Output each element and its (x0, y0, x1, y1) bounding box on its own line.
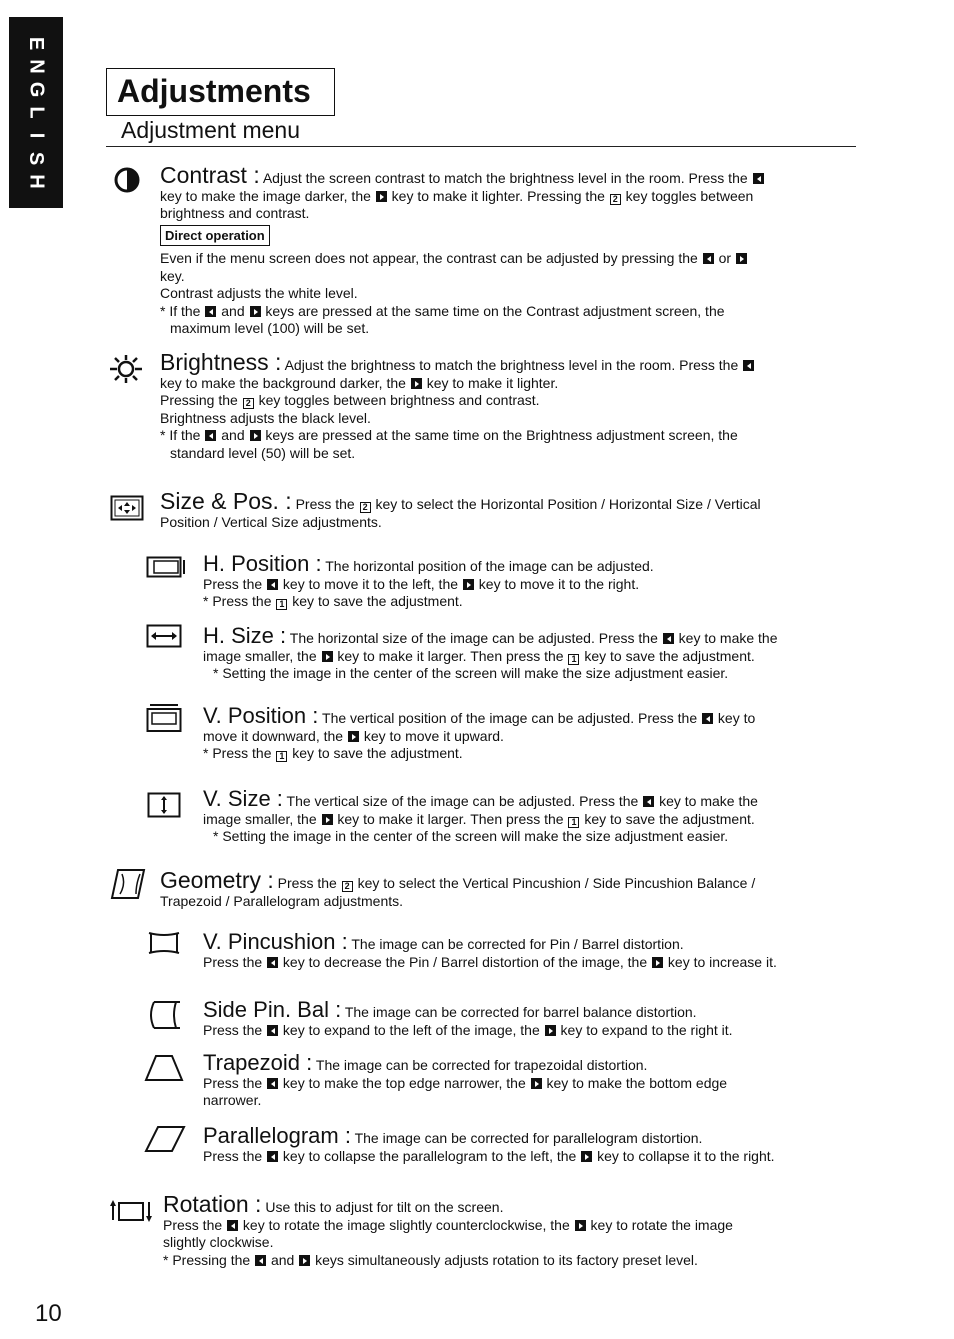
text-line (203, 811, 863, 829)
direct-operation-label: Direct operation (160, 225, 270, 247)
brightness-icon (108, 354, 144, 384)
text-run: H. Position : (203, 551, 322, 576)
text-line (160, 427, 850, 445)
text-line: Position / Vertical Size adjustments. (160, 513, 382, 530)
text-line: standard level (50) will be set. (170, 444, 356, 461)
page-title: Adjustments (106, 68, 335, 116)
text-line (160, 392, 850, 410)
right-key-icon (545, 1025, 556, 1036)
v-pincushion-section (203, 929, 863, 971)
text-run: Press the (203, 1021, 263, 1038)
text-line: key. (160, 267, 185, 284)
rotation-icon (108, 1198, 154, 1224)
text-run: key to (717, 710, 756, 726)
geometry-icon (110, 866, 148, 902)
text-run: Geometry : (160, 867, 274, 893)
text-line: slightly clockwise. (163, 1234, 274, 1250)
text-line: Trapezoid / Parallelogram adjustments. (160, 892, 404, 909)
left-key-icon (702, 713, 713, 724)
text-run: keys are pressed at the same time on the Brightness adjustment screen, the (265, 427, 738, 443)
text-run: Rotation : (163, 1191, 262, 1217)
left-key-icon (267, 1151, 278, 1162)
text-run: key to make the top edge narrower, the (282, 1074, 526, 1091)
text-run: key to make the (678, 630, 778, 646)
text-run: Adjust the screen contrast to match the brightness level in the room. Press the (262, 170, 748, 186)
left-key-icon (205, 430, 216, 441)
right-key-icon (250, 306, 261, 317)
rotation-section (163, 1191, 853, 1269)
parallelogram-icon (144, 1125, 186, 1153)
text-run: Press the (203, 575, 263, 592)
contrast-section (160, 162, 850, 338)
text-run: Contrast : (160, 162, 260, 188)
text-run: key to save the adjustment. (584, 647, 755, 664)
tab-letter: I (25, 132, 48, 139)
key-2-icon: 2 (342, 881, 353, 892)
h-size-icon (146, 624, 182, 648)
v-position-icon (146, 703, 182, 733)
size-position-section (160, 488, 850, 531)
text-run: key to rotate the image (590, 1216, 733, 1233)
text-run: image smaller, the (203, 810, 317, 827)
text-run: V. Pincushion : (203, 929, 348, 954)
text-run: and (270, 1251, 295, 1268)
text-run: key to save the adjustment. (292, 593, 463, 609)
text-line (160, 375, 850, 393)
trapezoid-icon (144, 1054, 184, 1082)
language-tab (9, 17, 63, 208)
h-size-section (203, 623, 863, 683)
right-key-icon (463, 579, 474, 590)
text-run: key to expand to the right it. (560, 1021, 733, 1038)
size-position-icon (110, 495, 144, 521)
v-size-section (203, 786, 863, 846)
text-run: V. Position : (203, 703, 319, 728)
contrast-icon (113, 166, 141, 194)
parallelogram-section (203, 1123, 863, 1165)
text-run: key to decrease the Pin / Barrel distortion of the image, the (282, 953, 648, 970)
text-run: Trapezoid : (203, 1050, 313, 1075)
text-line (203, 648, 863, 666)
left-key-icon (267, 957, 278, 968)
text-line: Contrast adjusts the white level. (160, 285, 358, 301)
section-subtitle: Adjustment menu (121, 117, 300, 143)
text-run: key to select the Horizontal Position / Horizontal Size / Vertical (375, 496, 761, 512)
text-run: The vertical position of the image can be adjusted. Press the (322, 710, 698, 726)
text-line: brightness and contrast. (160, 205, 310, 221)
left-key-icon (267, 1078, 278, 1089)
text-line (203, 745, 853, 763)
text-line (203, 551, 853, 576)
text-run: key to save the adjustment. (292, 745, 463, 761)
text-run: The horizontal size of the image can be adjusted. Press the (289, 630, 658, 646)
text-run: key to rotate the image slightly counterclockwise, the (242, 1216, 570, 1233)
text-run: key to collapse it to the right. (597, 1147, 775, 1164)
text-run: Brightness : (160, 349, 282, 375)
text-run: and (221, 427, 245, 443)
text-line (203, 997, 853, 1022)
text-run: Press the (277, 875, 337, 891)
text-line (160, 188, 850, 206)
text-run: Even if the menu screen does not appear, the contrast can be adjusted by pressing the (160, 250, 698, 266)
right-key-icon (348, 731, 359, 742)
text-run: key to collapse the parallelogram to the left, the (282, 1147, 577, 1164)
text-run: H. Size : (203, 623, 287, 648)
text-run: key to make the background darker, the (160, 374, 406, 391)
tab-letter: E (25, 36, 48, 51)
text-run: Press the (203, 953, 263, 970)
v-position-section (203, 703, 853, 763)
left-key-icon (255, 1255, 266, 1266)
text-line (160, 349, 850, 375)
text-line (160, 303, 850, 321)
text-line (160, 162, 850, 188)
left-key-icon (643, 796, 654, 807)
text-run: The vertical size of the image can be adjusted. Press the (286, 793, 639, 809)
text-line (203, 1022, 853, 1040)
text-run: The image can be corrected for Pin / Barrel distortion. (351, 936, 684, 952)
text-run: key to move it upward. (363, 727, 504, 744)
text-line (203, 1148, 863, 1166)
text-run: move it downward, the (203, 727, 344, 744)
text-line (203, 1050, 853, 1075)
text-run: * If the (160, 427, 201, 443)
text-run: V. Size : (203, 786, 283, 811)
text-line (203, 929, 863, 954)
text-run: The horizontal position of the image can be adjusted. (325, 558, 654, 574)
side-pin-balance-icon (146, 1000, 182, 1030)
text-line (203, 623, 863, 648)
text-run: * Press the (203, 745, 272, 761)
text-run: Press the (203, 1074, 263, 1091)
text-run: key to make it larger. Then press the (337, 647, 564, 664)
text-run: key toggles between brightness and contrast. (258, 392, 540, 408)
text-line (203, 728, 853, 746)
text-line: Brightness adjusts the black level. (160, 409, 371, 426)
right-key-icon (322, 814, 333, 825)
text-run: keys are pressed at the same time on the Contrast adjustment screen, the (265, 302, 725, 319)
page-number: 10 (35, 1300, 62, 1327)
text-run: Parallelogram : (203, 1123, 351, 1148)
text-line: maximum level (100) will be set. (170, 320, 370, 336)
right-key-icon (411, 378, 422, 389)
left-key-icon (227, 1220, 238, 1231)
key-1-icon: 1 (276, 751, 287, 762)
text-run: key to make the bottom edge (546, 1074, 728, 1091)
text-run: Press the (163, 1216, 223, 1233)
left-key-icon (267, 1025, 278, 1036)
key-2-icon: 2 (360, 502, 371, 513)
text-run: * Pressing the (163, 1251, 251, 1268)
tab-letter: L (25, 106, 48, 119)
left-key-icon (663, 633, 674, 644)
right-key-icon (581, 1151, 592, 1162)
text-run: or (718, 250, 732, 266)
text-line (203, 593, 853, 611)
text-run: Use this to adjust for tilt on the screen. (265, 1199, 504, 1215)
text-line (203, 703, 853, 728)
tab-letter: G (25, 81, 48, 98)
text-line (203, 576, 853, 594)
text-run: Size & Pos. : (160, 488, 292, 514)
key-1-icon: 1 (568, 817, 579, 828)
text-line (203, 1075, 853, 1093)
key-2-icon: 2 (243, 398, 254, 409)
right-key-icon (736, 253, 747, 264)
text-run: key to select the Vertical Pincushion / Side Pincushion Balance / (357, 875, 756, 891)
text-line (203, 786, 863, 811)
text-run: The image can be corrected for parallelogram distortion. (354, 1130, 703, 1146)
text-run: and (221, 302, 245, 319)
text-line (163, 1252, 853, 1270)
text-line: * Setting the image in the center of the screen will make the size adjustment easier. (213, 828, 729, 844)
tab-letter: S (25, 151, 48, 166)
text-line (203, 1123, 863, 1148)
text-run: key to expand to the left of the image, the (282, 1021, 540, 1038)
text-line (203, 954, 863, 972)
left-key-icon (703, 253, 714, 264)
text-line (160, 488, 850, 514)
left-key-icon (743, 360, 754, 371)
v-pincushion-icon (147, 931, 181, 955)
text-run: key to move it to the left, the (282, 575, 459, 592)
text-run: The image can be corrected for barrel balance distortion. (344, 1004, 697, 1020)
text-line (163, 1191, 853, 1217)
text-run: Pressing the (160, 392, 238, 408)
text-run: Side Pin. Bal : (203, 997, 342, 1022)
text-run: Adjust the brightness to match the brightness level in the room. Press the (284, 357, 739, 373)
left-key-icon (753, 173, 764, 184)
v-size-icon (147, 792, 181, 818)
text-run: * If the (160, 302, 201, 319)
tab-letter: H (25, 174, 48, 189)
text-run: key to make it lighter. Pressing the (391, 187, 605, 204)
right-key-icon (652, 957, 663, 968)
right-key-icon (299, 1255, 310, 1266)
key-2-icon: 2 (610, 194, 621, 205)
text-run: key to move it to the right. (478, 575, 640, 592)
text-run: keys simultaneously adjusts rotation to its factory preset level. (315, 1251, 698, 1268)
text-run: Press the (295, 496, 355, 512)
right-key-icon (575, 1220, 586, 1231)
text-line (160, 250, 850, 268)
text-run: key to make it lighter. (426, 374, 559, 391)
right-key-icon (531, 1078, 542, 1089)
trapezoid-section (203, 1050, 853, 1110)
text-run: key to increase it. (667, 953, 777, 970)
key-1-icon: 1 (568, 654, 579, 665)
text-run: key to save the adjustment. (584, 810, 755, 827)
text-run: * Press the (203, 593, 272, 609)
key-1-icon: 1 (276, 599, 287, 610)
text-run: key to make it larger. Then press the (337, 810, 564, 827)
text-run: Press the (203, 1147, 263, 1164)
h-position-section (203, 551, 853, 611)
geometry-section (160, 867, 850, 910)
right-key-icon (376, 191, 387, 202)
text-run: key to make the (659, 793, 758, 809)
brightness-section (160, 349, 850, 462)
left-key-icon (205, 306, 216, 317)
text-run: key to make the image darker, the (160, 187, 371, 204)
divider (106, 146, 856, 147)
text-run: key toggles between (625, 187, 754, 204)
text-line: * Setting the image in the center of the screen will make the size adjustment easier. (213, 665, 729, 681)
text-run: The image can be corrected for trapezoidal distortion. (315, 1057, 648, 1073)
right-key-icon (322, 651, 333, 662)
side-pin-balance-section (203, 997, 853, 1039)
h-position-icon (146, 556, 186, 578)
text-line (163, 1217, 853, 1235)
tab-letter: N (25, 59, 48, 74)
text-line (160, 867, 850, 893)
right-key-icon (250, 430, 261, 441)
text-run: image smaller, the (203, 647, 317, 664)
left-key-icon (267, 579, 278, 590)
text-line: narrower. (203, 1092, 262, 1108)
